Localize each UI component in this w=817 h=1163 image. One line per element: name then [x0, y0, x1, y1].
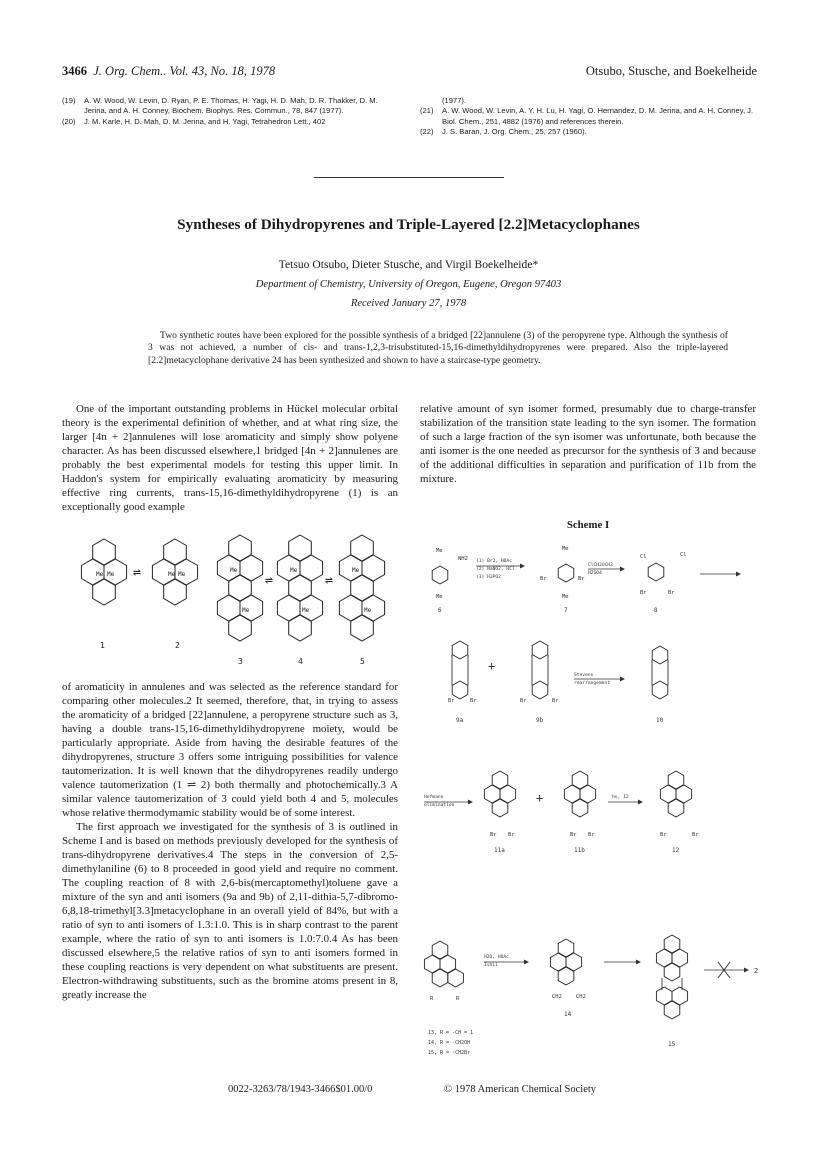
reagent-text: hν, I2	[612, 795, 629, 800]
received-date: Received January 27, 1978	[350, 298, 467, 309]
substituent-label: Br	[470, 698, 477, 704]
structure-label: 1	[100, 641, 105, 650]
reagent-text: (3) H3PO2	[476, 575, 501, 580]
structure-1	[81, 539, 126, 650]
arrowhead	[520, 564, 525, 569]
substituent-label: Br	[490, 832, 497, 838]
reference-item: (19) A. W. Wood, W. Levin, D. Ryan, P. E. Thomas, H. Yagi, H. D. Mah, D. R. Thakker, D. M. Jerina, and A. H. Conney, Biochem. Biophys. Res. Commun., 78, 847 (1977).	[62, 96, 378, 116]
reagent-text: elimination	[424, 803, 455, 808]
reagent-text: Hofmann	[424, 795, 444, 800]
methyl-label: Me	[352, 567, 360, 574]
methyl-label: Me	[302, 607, 310, 614]
substituent-label: Br	[520, 698, 527, 704]
compound-label: 8	[654, 607, 658, 614]
arrowhead	[468, 800, 473, 805]
equilibrium-arrow: ⇌	[133, 565, 141, 580]
abstract: Two synthetic routes have been explored for the possible synthesis of a bridged [22]annulene (3) of the peropyrene type. Although the synthesis of 3 was not achieved, a number of cis- and trans-1,2,3-trisubstituted-15,16-dimethyldihydropyrenes were prepared. Also the triple-layered [2.2]metacyclophane derivative 24 has been synthesized and shown to have a staircase-type geometry.	[148, 330, 728, 366]
methyl-label: Me	[96, 571, 104, 578]
arrowhead	[736, 572, 741, 577]
reference-item: (21) A. W. Wood, W. Levin, A. Y. H. Lu, H. Yagi, O. Hernandez, D. M. Jerina, and A. H. Conney, J. Biol. Chem., 251, 4882 (1976) and references therein.	[420, 106, 754, 126]
substituent-label: Me	[562, 594, 569, 600]
structure-label: 4	[298, 657, 303, 666]
structure-5	[339, 535, 384, 666]
reagent-text: Ishii	[484, 963, 498, 968]
compound-label: 7	[564, 607, 568, 614]
affiliation: Department of Chemistry, University of Oregon, Eugene, Oregon 97403	[255, 279, 562, 290]
reagent-text: H2O, HOAc	[484, 955, 509, 960]
copyright: © 1978 American Chemical Society	[444, 1084, 597, 1095]
substituent-label: CH2	[576, 994, 586, 1000]
compound-label: 14	[564, 1011, 572, 1018]
substituent-label: NH2	[458, 556, 468, 562]
arrowhead	[744, 968, 749, 973]
reagent-text: (1) Br2, HOAc	[476, 559, 512, 564]
arrowhead	[638, 800, 643, 805]
scheme-title: Scheme I	[566, 519, 610, 531]
structure-4	[277, 535, 322, 666]
article-authors: Tetsuo Otsubo, Dieter Stusche, and Virgil Boekelheide*	[278, 258, 539, 271]
target-label: 2	[754, 967, 759, 975]
equilibrium-arrow: ⇌	[325, 573, 333, 588]
substituent-label: Br	[508, 832, 515, 838]
methyl-label: Me	[290, 567, 298, 574]
methyl-label: Me	[364, 607, 372, 614]
arrowhead	[620, 677, 625, 682]
substituent-label: CH2	[552, 994, 562, 1000]
substituent-label: Me	[436, 594, 443, 600]
substituent-label: Me	[562, 546, 569, 552]
compound-label: 9a	[456, 717, 464, 724]
plus-sign: +	[536, 791, 544, 805]
paragraph: The first approach we investigated for the synthesis of 3 is outlined in Scheme I and is based on methods previously developed for the synthesis of trans-dihydropyrene derivatives.4 The steps in the conversion of 2,5-dimethylaniline (6) to 8 proceeded in good yield and require no comment. The coupling reaction of 8 with 2,6-bis(mercaptomethyl)toluene gave a mixture of the syn and anti isomers (9a and 9b) of 2,11-dithia-5,7-dibromo-6,8,18-trimethyl[3.3]metacyclophane in an overall yield of 84%, but with a ratio of syn to anti isomers of 1.3:1.0. This is in sharp contrast to the parent example, where the ratio of syn to anti isomers is 1.0:7.0.4 As has been discussed elsewhere,5 the relative ratios of syn to anti isomers formed in these coupling reactions is very dependent on what substituents are present. Electron-withdrawing substituents, such as the bromine atoms present in 8, greatly increase the	[62, 821, 398, 1001]
substituent-label: R	[456, 996, 460, 1002]
substituent-label: Br	[660, 832, 667, 838]
substituent-label: Cl	[680, 552, 687, 558]
substituent-label: Br	[640, 590, 647, 596]
scheme-1	[424, 546, 758, 1056]
paragraph: relative amount of syn isomer formed, presumably due to charge-transfer stabilization of the transition state leading to the syn isomer. The formation of such a large fraction of the syn isomer was unfortunate, both because the anti isomer is the one needed as precursor for the synthesis of 3 and because of the additional difficulties in separation and purification of 11b from the mixture.	[420, 403, 756, 485]
reference-item: (20) J. M. Karle, H. D. Mah, D. M. Jerina, and H. Yagi, Tetrahedron Lett., 402	[62, 116, 326, 126]
methyl-label: Me	[178, 571, 186, 578]
substituent-label: Br	[570, 832, 577, 838]
structure-3	[217, 535, 262, 666]
compound-label: 12	[672, 847, 680, 854]
r-legend: 13, R = -CH = 1	[428, 1030, 474, 1036]
running-authors: Otsubo, Stusche, and Boekelheide	[585, 64, 757, 78]
equilibrium-arrow: ⇌	[265, 573, 273, 588]
arrowhead	[524, 960, 529, 965]
substituent-label: Cl	[640, 554, 647, 560]
reagent-text: (2) NaNO2, HCl	[476, 567, 515, 572]
reagent-text: rearrangement	[574, 681, 610, 686]
arrowhead	[620, 567, 625, 572]
methyl-label: Me	[242, 607, 250, 614]
substituent-label: Br	[448, 698, 455, 704]
journal-citation: J. Org. Chem.. Vol. 43, No. 18, 1978	[93, 64, 276, 78]
substituent-label: Br	[540, 576, 547, 582]
compound-label: 11a	[494, 847, 505, 854]
compound-label: 6	[438, 607, 442, 614]
substituent-label: Br	[668, 590, 675, 596]
methyl-label: Me	[107, 571, 115, 578]
reagent-text: ClCH2OCH3	[588, 563, 613, 568]
substituent-label: R	[430, 996, 434, 1002]
structure-2	[152, 539, 197, 650]
r-legend: 15, R = -CH2Br	[428, 1050, 471, 1056]
compound-label: 10	[656, 717, 664, 724]
plus-sign: +	[488, 659, 496, 673]
arrowhead	[636, 960, 641, 965]
paragraph: of aromaticity in annulenes and was selected as the reference standard for comparing other molecules.2 It seemed, therefore, that, in trying to assess the aromaticity of a bridged [22]annulene, a peropyrene structure such as 3, having a double trans-15,16-dimethyldihydropyrene moiety, would be particularly appropriate. Aside from having the desirable features of the dihydropyrenes, structure 3 offers some intriguing possibilities for valence tautomerization. It is well known that the dihydropyrenes readily undergo valence tautomerization (1 ⇌ 2) both thermally and photochemically.3 A similar valence tautomerization of 3 could yield both 4 and 5, molecules whose relative thermodymamic stability would be of some interest.	[62, 681, 398, 819]
structure-label: 2	[175, 641, 180, 650]
r-legend: 14, R = -CH2OH	[428, 1040, 471, 1046]
article-title: Syntheses of Dihydropyrenes and Triple-Layered [2.2]Metacyclophanes	[177, 216, 640, 233]
methyl-label: Me	[168, 571, 176, 578]
substituent-label: Br	[578, 576, 585, 582]
structure-label: 5	[360, 657, 365, 666]
substituent-label: Br	[692, 832, 699, 838]
page-number: 3466	[62, 64, 87, 78]
substituent-label: Me	[436, 548, 443, 554]
substituent-label: Br	[552, 698, 559, 704]
structure-label: 3	[238, 657, 243, 666]
article-code: 0022-3263/78/1943-3466$01.00/0	[228, 1084, 373, 1095]
reference-item: (1977).	[442, 96, 467, 105]
compound-label: 9b	[536, 717, 544, 724]
compound-label: 11b	[574, 847, 585, 854]
paragraph: One of the important outstanding problems in Hückel molecular orbital theory is the experimental definition of whether, and at what ring size, the larger [4n + 2]annulenes will lose aromaticity and simply show polyene character. As has been discussed elsewhere,1 bridged [4n + 2]annulenes are probably the best experimental models for testing this upper limit. In Haddon's system for empirically evaluating aromaticity by measuring effective ring currents, trans-15,16-dimethyldihydropyrene (1) is an exceptionally good example	[62, 403, 398, 513]
reagent-text: Stevens	[574, 673, 594, 678]
reference-item: (22) J. S. Baran, J. Org. Chem., 25, 257 (1960).	[420, 127, 587, 137]
reagent-text: H2SO4	[588, 571, 602, 576]
substituent-label: Br	[588, 832, 595, 838]
methyl-label: Me	[230, 567, 238, 574]
compound-label: 15	[668, 1041, 676, 1048]
